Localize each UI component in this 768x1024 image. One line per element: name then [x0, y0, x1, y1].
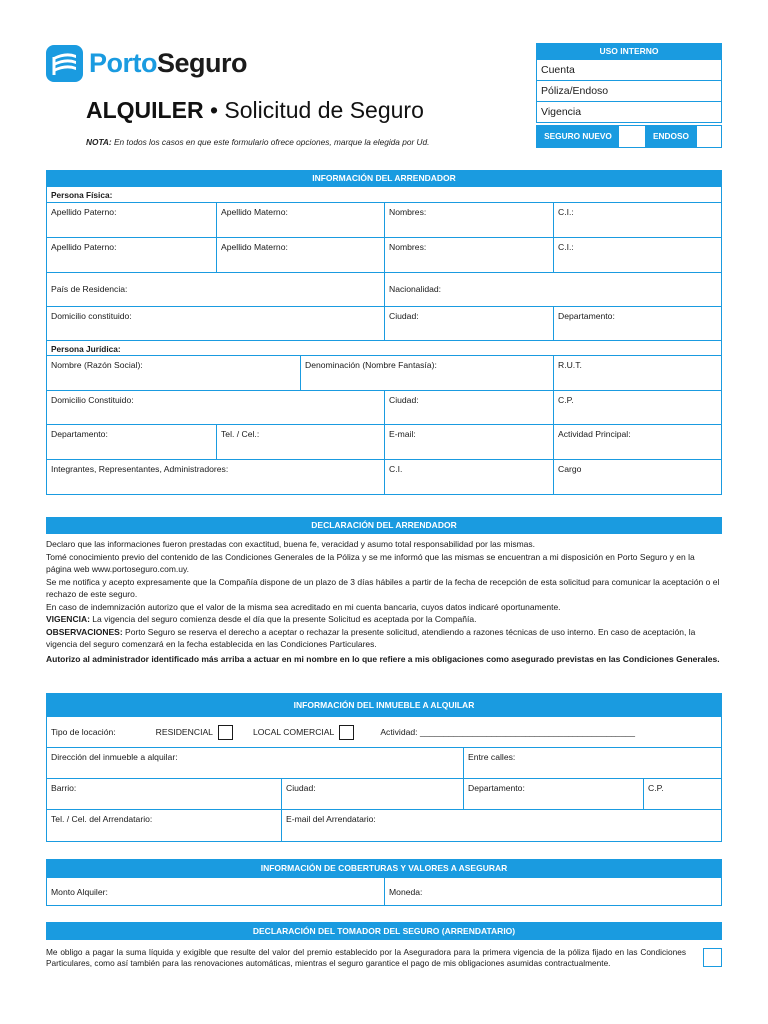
nota-label: NOTA: — [86, 137, 112, 147]
seguro-nuevo-checkbox[interactable] — [619, 126, 645, 147]
residencial-checkbox[interactable] — [218, 725, 233, 740]
pj-actividad-principal[interactable]: Actividad Principal: — [553, 425, 721, 459]
moneda[interactable]: Moneda: — [384, 878, 721, 905]
direccion-inmueble[interactable]: Dirección del inmueble a alquilar: — [51, 752, 178, 762]
uso-interno-poliza[interactable]: Póliza/Endoso — [536, 81, 722, 102]
endoso-checkbox[interactable] — [697, 126, 721, 147]
tomador-checkbox[interactable] — [703, 948, 722, 967]
declaracion-title: DECLARACIÓN DEL ARRENDADOR — [46, 517, 722, 534]
pf-apellido-paterno-1[interactable]: Apellido Paterno: — [51, 207, 117, 217]
declaracion-p3: Se me notifica y acepto expresamente que la Compañía dispone de un plazo de 3 días hábiles a partir de la fecha de recepción de esta solicitud para comunicar la aceptación o el rechazo de este seguro. — [46, 576, 720, 599]
tipo-locacion-label: Tipo de locación: — [51, 727, 116, 737]
pj-departamento[interactable]: Departamento: — [51, 429, 108, 439]
title-separator: • — [203, 97, 225, 123]
coberturas-title: INFORMACIÓN DE COBERTURAS Y VALORES A ASEGURAR — [46, 859, 722, 878]
pf-departamento[interactable]: Departamento: — [553, 307, 721, 340]
declaracion-text — [46, 538, 722, 665]
observaciones-label: OBSERVACIONES: — [46, 626, 123, 637]
declaracion-autorizo: Autorizo al administrador identificado más arriba a actuar en mi nombre en lo que refiere a mis obligaciones como asegurado previstas en las Condiciones Generales. — [46, 653, 720, 664]
pf-nombres-2[interactable]: Nombres: — [384, 238, 553, 272]
uso-interno-options — [536, 125, 722, 148]
vigencia-text: La vigencia del seguro comienza desde el día que la presente Solicitud es aceptada por la Compañía. — [89, 614, 477, 624]
pj-domicilio[interactable]: Domicilio Constituido: — [51, 395, 134, 405]
pj-cp[interactable]: C.P. — [553, 391, 721, 424]
monto-alquiler[interactable]: Monto Alquiler: — [51, 886, 108, 897]
coberturas-section — [46, 859, 722, 906]
nota-body: En todos los casos en que este formulario ofrece opciones, marque la elegida por Ud. — [111, 137, 430, 147]
inmueble-barrio[interactable]: Barrio: — [51, 783, 77, 793]
pj-cargo[interactable]: Cargo — [553, 460, 721, 494]
local-comercial-checkbox[interactable] — [339, 725, 354, 740]
inmueble-section — [46, 693, 722, 842]
declaracion-section — [46, 517, 722, 534]
persona-juridica-label: Persona Jurídica: — [47, 340, 721, 355]
pj-integrantes[interactable]: Integrantes, Representantes, Administradores: — [51, 464, 229, 474]
arrendador-title: INFORMACIÓN DEL ARRENDADOR — [46, 170, 722, 187]
pj-denominacion[interactable]: Denominación (Nombre Fantasía): — [300, 356, 553, 390]
pf-apellido-paterno-2[interactable]: Apellido Paterno: — [51, 242, 117, 252]
arrendador-section — [46, 170, 722, 495]
pj-email[interactable]: E-mail: — [384, 425, 553, 459]
inmueble-cp[interactable]: C.P. — [643, 779, 721, 809]
inmueble-title: INFORMACIÓN DEL INMUEBLE A ALQUILAR — [46, 693, 722, 717]
uso-interno-cuenta[interactable]: Cuenta — [536, 60, 722, 81]
persona-fisica-label: Persona Física: — [51, 190, 113, 200]
title-rest: Solicitud de Seguro — [224, 97, 424, 123]
brand-name-part1: Porto — [89, 47, 157, 78]
entre-calles[interactable]: Entre calles: — [463, 748, 721, 778]
pf-apellido-materno-1[interactable]: Apellido Materno: — [216, 203, 384, 237]
inmueble-ciudad[interactable]: Ciudad: — [281, 779, 463, 809]
pj-ciudad[interactable]: Ciudad: — [384, 391, 553, 424]
tomador-title: DECLARACIÓN DEL TOMADOR DEL SEGURO (ARRENDATARIO) — [46, 922, 722, 940]
pf-nacionalidad[interactable]: Nacionalidad: — [384, 273, 721, 306]
observaciones-text: Porto Seguro se reserva el derecho a aceptar o rechazar la presente solicitud, atendiendo a razones técnicas de uso interno. En caso de aceptación, la vigencia del seguro comenzará en la fecha establecida en las Condiciones Particulares. — [46, 626, 696, 649]
endoso-label: ENDOSO — [645, 126, 697, 147]
arrendatario-email[interactable]: E-mail del Arrendatario: — [281, 810, 721, 841]
uso-interno-title: USO INTERNO — [536, 43, 722, 60]
seguro-nuevo-label: SEGURO NUEVO — [537, 126, 619, 147]
inmueble-departamento[interactable]: Departamento: — [463, 779, 643, 809]
declaracion-p2: Tomé conocimiento previo del contenido de las Condiciones Generales de la Póliza y se me informó que las mismas se encuentran a mi disposición en Porto Seguro y en la página web www.portoseguro.com.uy. — [46, 551, 695, 574]
pf-nombres-1[interactable]: Nombres: — [384, 203, 553, 237]
residencial-label: RESIDENCIAL — [155, 727, 213, 737]
pf-apellido-materno-2[interactable]: Apellido Materno: — [216, 238, 384, 272]
brand-name-part2: Seguro — [157, 47, 248, 78]
actividad-field[interactable]: Actividad: _____________________________________________ — [380, 727, 636, 737]
declaracion-p1: Declaro que las informaciones fueron prestadas con exactitud, buena fe, veracidad y asumo total responsabilidad por las mismas. — [46, 539, 536, 549]
pf-pais-residencia[interactable]: País de Residencia: — [51, 284, 128, 294]
declaracion-observaciones — [46, 626, 722, 651]
uso-interno-box — [536, 43, 722, 123]
title-bold: ALQUILER — [86, 97, 204, 123]
pj-integrantes-ci[interactable]: C.I. — [384, 460, 553, 494]
pf-ci-1[interactable]: C.I.: — [553, 203, 721, 237]
pj-rut[interactable]: R.U.T. — [553, 356, 721, 390]
tomador-section — [46, 922, 722, 940]
vigencia-label: VIGENCIA: — [46, 614, 90, 624]
page-title — [86, 97, 424, 124]
pf-ci-2[interactable]: C.I.: — [553, 238, 721, 272]
porto-logo-icon — [46, 45, 83, 82]
nota-text — [86, 137, 429, 147]
local-comercial-label: LOCAL COMERCIAL — [252, 727, 335, 737]
pf-domicilio[interactable]: Domicilio constituido: — [51, 311, 132, 321]
uso-interno-vigencia[interactable]: Vigencia — [536, 102, 722, 123]
brand-logo — [46, 43, 278, 83]
pf-ciudad[interactable]: Ciudad: — [384, 307, 553, 340]
pj-razon-social[interactable]: Nombre (Razón Social): — [51, 360, 143, 370]
tomador-text: Me obligo a pagar la suma líquida y exigible que resulte del valor del premio establecido por la Aseguradora para la primera vigencia de la póliza fijado en las Condiciones Particulares, como así también para las renovaciones automáticas, mientras el seguro garantice el pago de mis obligaciones asumidas contractualmente. — [46, 947, 686, 968]
inmueble-tipo-row — [47, 717, 721, 747]
declaracion-p4: En caso de indemnización autorizo que el valor de la misma sea acreditado en mi cuenta bancaria, cuyos datos indicaré oportunamente. — [46, 601, 561, 612]
brand-name — [89, 48, 247, 79]
pj-telefono[interactable]: Tel. / Cel.: — [216, 425, 384, 459]
arrendatario-telefono[interactable]: Tel. / Cel. del Arrendatario: — [51, 814, 153, 824]
declaracion-vigencia — [46, 613, 722, 626]
